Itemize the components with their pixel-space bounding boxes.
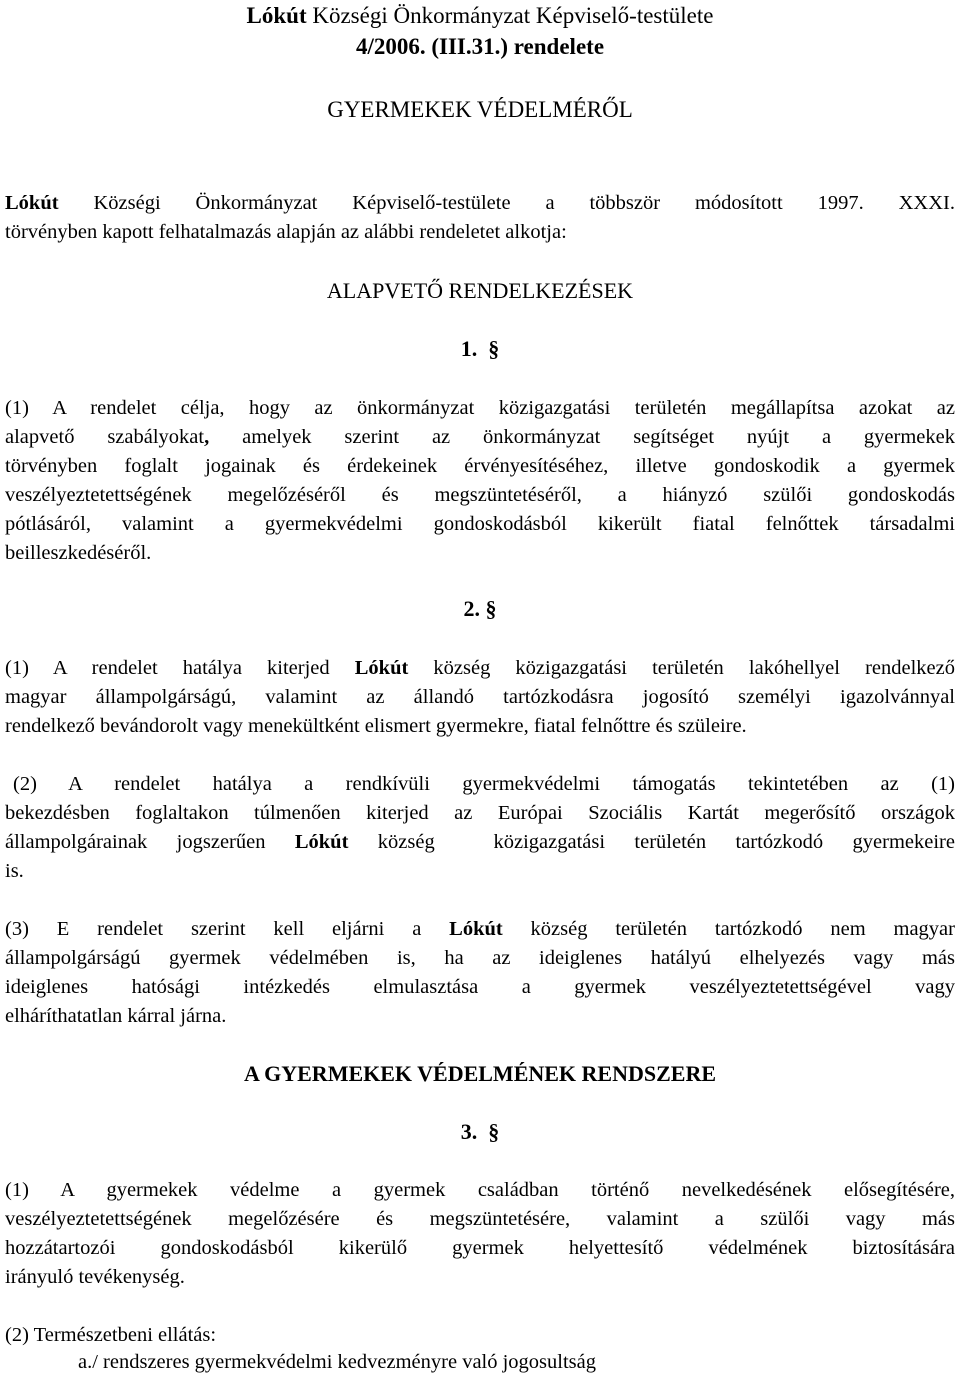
header-line-1: Lókút Községi Önkormányzat Képviselő-testülete <box>246 3 714 28</box>
para3-2-heading: (2) Természetbeni ellátás: <box>5 1324 217 1346</box>
para1-line-2: alapvető szabályokat, amelyek szerint az önkormányzat segítséget nyújt a gyermekek <box>5 426 955 448</box>
header-line-2: 4/2006. (III.31.) rendelete <box>355 34 605 59</box>
para3-2-item-a: a./ rendszeres gyermekvédelmi kedvezményre való jogosultság <box>78 1351 597 1373</box>
para1-line-5: pótlásáról, valamint a gyermekvédelmi gondoskodásból kikerült fiatal felnőttek társadalmi <box>5 513 955 535</box>
section-symbol: § <box>488 1119 500 1144</box>
paragraph-3-number: 3. § <box>460 1119 500 1144</box>
para1-line-3: törvényben foglalt jogainak és érdekeinek érvényesítéséhez, illetve gondoskodik a gyermek <box>5 455 955 477</box>
section-symbol: § <box>488 336 500 361</box>
para2-3-line-2: állampolgárságú gyermek védelmében is, ha az ideiglenes hatályú elhelyezés vagy más <box>5 947 955 969</box>
paragraph-1-number: 1. § <box>460 336 500 361</box>
para3-1-line-3: hozzátartozói gondoskodásból kikerülő gyermek helyettesítő védelmének biztosítására <box>5 1237 955 1259</box>
para2-2-line-4: is. <box>5 860 24 882</box>
para2-1-line-3: rendelkező bevándorolt vagy menekültként elismert gyermekre, fiatal felnőttre és szüleire. <box>5 715 747 737</box>
section-heading-rendszere: A GYERMEKEK VÉDELMÉNEK RENDSZERE <box>243 1061 717 1086</box>
para3-1-line-4: irányuló tevékenység. <box>5 1266 185 1288</box>
para2-3-line-4: elháríthatatlan kárral járna. <box>5 1005 227 1027</box>
para3-1-line-2: veszélyeztetettségének megelőzésére és megszüntetésére, valamint a szülői vagy más <box>5 1208 955 1230</box>
para2-1-line-2: magyar állampolgárságú, valamint az állandó tartózkodásra jogosító személyi igazolvánnyal <box>5 686 955 708</box>
para2-1-line-1: (1) A rendelet hatálya kiterjed Lókút község közigazgatási területén lakóhellyel rendelkező <box>5 657 955 679</box>
para2-2-line-1: (2) A rendelet hatálya a rendkívüli gyermekvédelmi támogatás tekintetében az (1) <box>13 773 955 795</box>
para2-2-line-2: bekezdésben foglaltakon túlmenően kiterjed az Európai Szociális Kartát megerősítő országok <box>5 802 955 824</box>
para3-1-line-1: (1) A gyermekek védelme a gyermek családban történő nevelkedésének elősegítésére, <box>5 1179 955 1201</box>
paragraph-2-number: 2. § <box>463 596 497 621</box>
section-symbol: § <box>485 596 497 621</box>
preamble-line-2: törvényben kapott felhatalmazás alapján az alábbi rendeletet alkotja: <box>5 221 567 243</box>
document-title: GYERMEKEK VÉDELMÉRŐL <box>327 97 633 122</box>
section-heading-alapveto: ALAPVETŐ RENDELKEZÉSEK <box>326 278 634 303</box>
municipality-name: Lókút <box>246 3 307 28</box>
preamble-line-1: Lókút Községi Önkormányzat Képviselő-testülete a többször módosított 1997. XXXI. <box>5 192 955 214</box>
para1-line-1: (1) A rendelet célja, hogy az önkormányzat közigazgatási területén megállapítsa azokat az <box>5 397 955 419</box>
para2-3-line-1: (3) E rendelet szerint kell eljárni a Lókút község területén tartózkodó nem magyar <box>5 918 955 940</box>
para2-3-line-3: ideiglenes hatósági intézkedés elmulasztása a gyermek veszélyeztetettségével vagy <box>5 976 955 998</box>
para1-line-4: veszélyeztetettségének megelőzéséről és megszüntetéséről, a hiányzó szülői gondoskodás <box>5 484 955 506</box>
para2-2-line-3: állampolgárainak jogszerűen Lókút község közigazgatási területén tartózkodó gyermekeire <box>5 831 955 853</box>
para1-line-6: beilleszkedéséről. <box>5 542 152 564</box>
